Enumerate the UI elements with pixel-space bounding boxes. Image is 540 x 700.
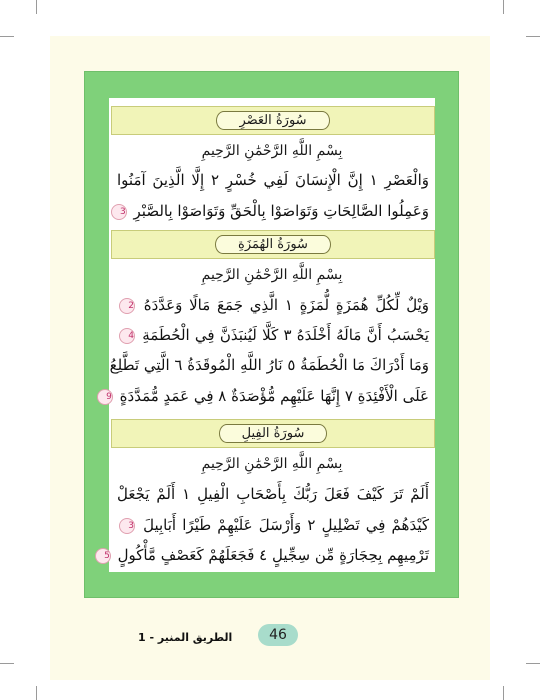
- verse-line: [104, 546, 429, 564]
- surah-banner-asr: [111, 106, 435, 135]
- surah-title: سُورَةُ العَصْرِ: [216, 111, 329, 130]
- crop-mark: [526, 663, 540, 664]
- crop-mark: [0, 36, 14, 37]
- surah-banner-fil: [111, 419, 435, 448]
- crop-mark: [0, 663, 14, 664]
- verse-text: عَلَى الْأَفْئِدَةِ ٧ إِنَّهَا عَلَيْهِم مُّؤْصَدَةٌ ٨ فِي عَمَدٍ مُّمَدَّدَةٍ: [119, 387, 429, 405]
- verse-line: [117, 485, 429, 503]
- verse-line: [117, 326, 429, 344]
- verse-marker: 2: [119, 298, 135, 314]
- green-frame: [84, 71, 459, 598]
- book-title: الطريق المنير - 1: [138, 631, 233, 644]
- verse-line: [106, 387, 429, 405]
- verse-text: أَلَمْ تَرَ كَيْفَ فَعَلَ رَبُّكَ بِأَصْحَابِ الْفِيلِ ١ أَلَمْ يَجْعَلْ: [117, 485, 429, 503]
- crop-mark: [526, 36, 540, 37]
- verse-marker: 4: [119, 328, 135, 344]
- crop-mark: [36, 0, 37, 14]
- verse-marker: 5: [95, 548, 111, 564]
- verse-text: وَعَمِلُوا الصَّالِحَاتِ وَتَوَاصَوْا بِالْحَقِّ وَتَوَاصَوْا بِالصَّبْرِ: [133, 202, 429, 220]
- surah-title: سُورَةُ الهُمَزَةِ: [215, 235, 331, 254]
- verse-text: يَحْسَبُ أَنَّ مَالَهُ أَخْلَدَهُ ٣ كَلَّا لَيُنبَذَنَّ فِي الْحُطَمَةِ: [142, 326, 429, 344]
- surah-title: سُورَةُ الفِيلِ: [219, 424, 328, 443]
- crop-mark: [36, 686, 37, 700]
- verse-text: وَالْعَصْرِ ١ إِنَّ الْإِنسَانَ لَفِي خُسْرٍ ٢ إِلَّا الَّذِينَ آمَنُوا: [117, 171, 429, 189]
- verse-line: [117, 202, 429, 220]
- verse-text: تَرْمِيهِم بِحِجَارَةٍ مِّن سِجِّيلٍ ٤ فَجَعَلَهُمْ كَعَصْفٍ مَّأْكُولٍ: [117, 546, 429, 564]
- surah-banner-humaza: [111, 230, 435, 259]
- verse-text: وَمَا أَدْرَاكَ مَا الْحُطَمَةُ ٥ نَارُ اللَّهِ الْمُوقَدَةُ ٦ الَّتِي تَطَّلِعُ: [109, 356, 429, 374]
- basmala: بِسْمِ اللَّهِ الرَّحْمَٰنِ الرَّحِيمِ: [201, 267, 343, 283]
- verse-line: [117, 171, 429, 189]
- page-number-badge: 46: [258, 624, 298, 646]
- verse-line: [109, 356, 429, 374]
- verse-marker: 3: [111, 204, 127, 220]
- verse-line: [117, 516, 429, 534]
- basmala: بِسْمِ اللَّهِ الرَّحْمَٰنِ الرَّحِيمِ: [201, 143, 343, 159]
- crop-mark: [503, 686, 504, 700]
- verse-marker: 3: [119, 518, 135, 534]
- verse-marker: 9: [97, 389, 113, 405]
- text-panel: [104, 98, 435, 572]
- verse-line: [117, 296, 429, 314]
- verse-text: كَيْدَهُمْ فِي تَضْلِيلٍ ٢ وَأَرْسَلَ عَلَيْهِمْ طَيْرًا أَبَابِيلَ: [143, 516, 429, 534]
- basmala: بِسْمِ اللَّهِ الرَّحْمَٰنِ الرَّحِيمِ: [201, 456, 343, 472]
- verse-text: وَيْلٌ لِّكُلِّ هُمَزَةٍ لُّمَزَةٍ ١ الَّذِي جَمَعَ مَالًا وَعَدَّدَهُ: [143, 296, 429, 314]
- crop-mark: [503, 0, 504, 14]
